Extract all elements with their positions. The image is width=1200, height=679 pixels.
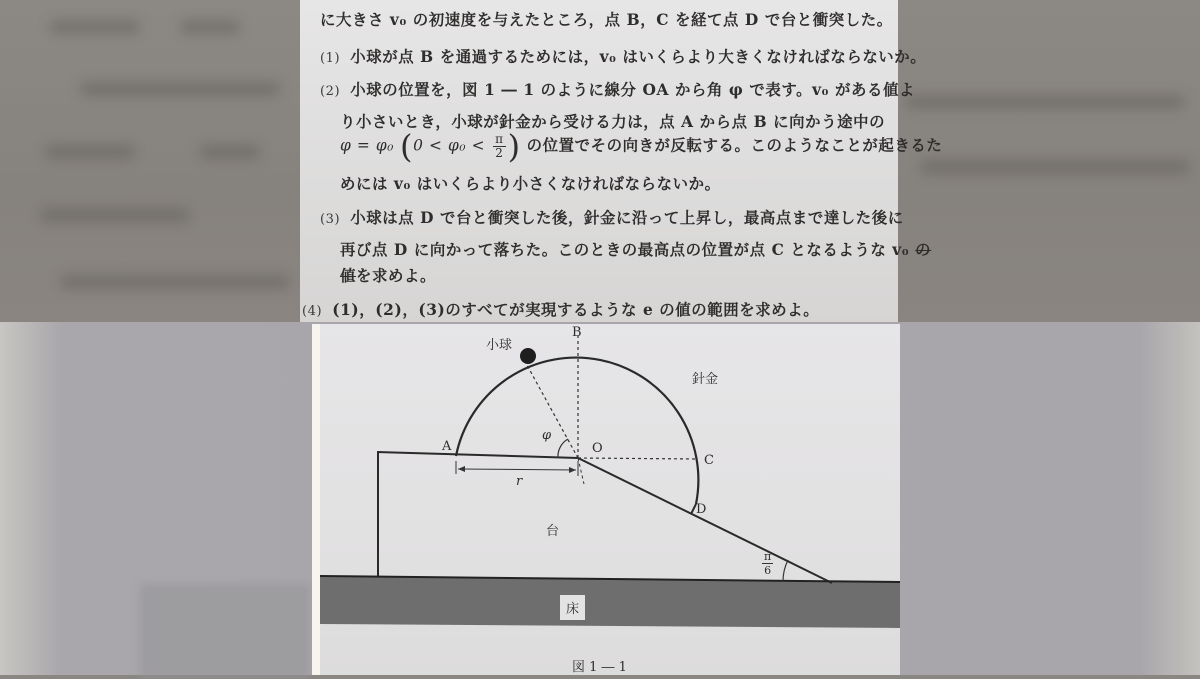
wire-label: 針金: [692, 372, 719, 387]
question-2-line-4: めには v₀ はいくらより小さくなければならないか。: [340, 175, 721, 193]
question-1: [320, 45, 926, 67]
question-number: (2): [320, 84, 341, 99]
left-paren: (: [399, 127, 414, 166]
blurred-text: [60, 275, 290, 289]
question-2-line-3: [340, 127, 943, 166]
point-b-label: B: [572, 325, 582, 340]
blurred-text: [50, 20, 140, 34]
blurred-text: [80, 82, 280, 96]
oc-dashed-line: [578, 458, 698, 459]
r-dimension-line: [458, 469, 576, 470]
question-2-line-2: り小さいとき，小球が針金から受ける力は，点 A から点 B に向かう途中の: [340, 113, 886, 131]
blurred-text: [180, 20, 240, 34]
problem-text-photo: [300, 0, 943, 322]
wire-arc: [456, 358, 698, 504]
blurred-text: [920, 160, 1190, 174]
slope-angle-label: $\frac{\pi}{6}$: [764, 550, 772, 577]
blurred-text: [200, 145, 260, 159]
platform-label: 台: [546, 524, 560, 539]
floor-band: [320, 576, 900, 628]
angle-phi-label: φ: [542, 428, 552, 443]
fraction-pi-over-2: $\frac{\pi}{2}$: [495, 132, 504, 160]
ball-label: 小球: [486, 338, 513, 353]
arrow-left-icon: [458, 466, 465, 472]
arrow-right-icon: [569, 467, 576, 473]
slope-angle-arc: [783, 560, 788, 582]
blurred-text: [45, 145, 135, 159]
point-a-label: A: [442, 439, 452, 454]
struck-text: 値: [340, 267, 356, 285]
extension-tick: [578, 458, 584, 484]
question-number: (4): [302, 304, 323, 319]
question-3-line-3: 値を求めよ。: [340, 267, 436, 285]
question-text: (1)，(2)，(3)のすべてが実現するような e の値の範囲を求めよ。: [332, 301, 820, 319]
blurred-shape: [140, 584, 310, 679]
physics-diagram: [320, 324, 900, 675]
question-4: [302, 298, 819, 320]
question-number: (1): [320, 51, 341, 66]
point-d-label: D: [696, 502, 707, 517]
question-text: 小球の位置を，図 1 ― 1 のように線分 OA から角 φ で表す。v₀ がある値よ: [350, 81, 915, 99]
question-text: 小球が点 B を通過するためには，v₀ はいくらより大きくなければならないか。: [350, 48, 927, 66]
blurred-text: [40, 208, 190, 222]
question-number: (3): [320, 212, 341, 227]
question-2-line-1: [320, 78, 915, 100]
figure-caption: 図 1 ― 1: [572, 660, 627, 675]
phi-angle-arc: [558, 439, 568, 458]
floor-label: 床: [560, 595, 585, 620]
radius-label: r: [516, 474, 523, 489]
question-text: の位置でその向きが反転する。このようなことが起きるた: [526, 136, 943, 155]
point-o-label: O: [592, 441, 603, 456]
phi-condition: 0 < φ₀ <: [413, 136, 486, 155]
blurred-text: [905, 95, 1185, 109]
question-text: 小球は点 D で台と衝突した後，針金に沿って上昇し，最高点まで達した後に: [350, 209, 904, 227]
figure-photo: [312, 324, 900, 675]
right-paren: ): [507, 127, 521, 166]
question-3-line-2: 再び点 D に向かって落ちた。このときの最高点の位置が点 C となるような v₀ の: [340, 241, 932, 259]
intro-line: に大きさ v₀ の初速度を与えたところ，点 B，C を経て点 D で台と衝突した。: [320, 11, 893, 29]
question-3-line-1: [320, 206, 904, 228]
struck-text: の: [915, 241, 932, 259]
ball: [520, 348, 536, 364]
point-c-label: C: [704, 453, 714, 468]
phi-equation: φ = φ₀: [340, 136, 395, 155]
